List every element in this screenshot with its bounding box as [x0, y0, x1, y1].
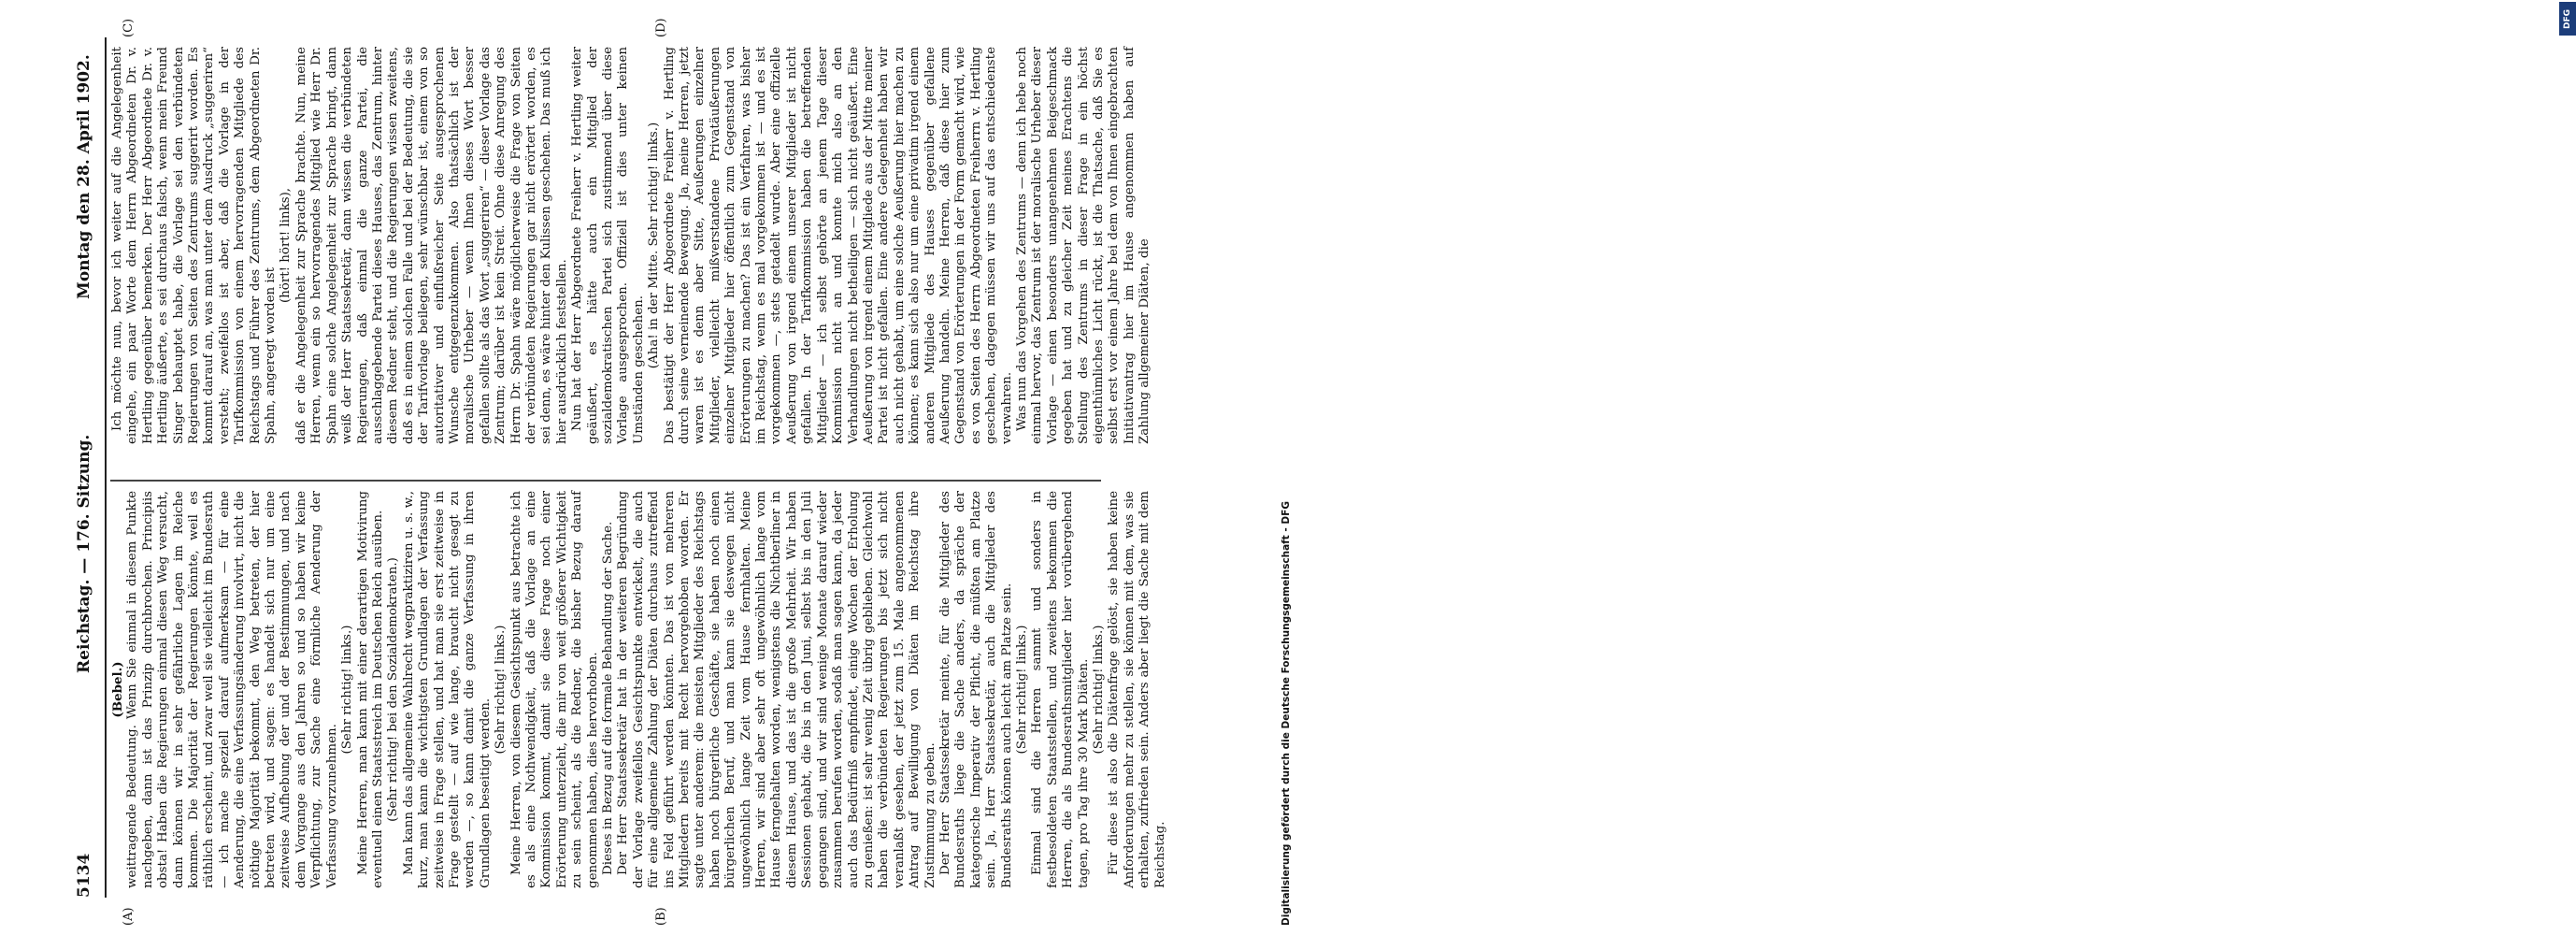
- right-column-paragraph: Das bestätigt der Herr Abgeordnete Freiherr v. Hertling durch seine verneinende Bewegung. Ja, meine Herren, jetzt waren ist es denn aber Sitte, Aeußerungen einzelner Mitglieder, vielleicht mißverstandene Privatäußerungen einzelner Mitglieder hier öffentlich zum Gegenstand von Erörterungen zu machen? Das ist ein Verfahren, was bisher im Reichstag, wenn es mal vorgekommen ist — und es ist vorgekommen —, stets getadelt wurde. Aber eine offizielle Aeußerung von irgend einem unserer Mitglieder ist nicht gefallen. In der Tarifkommission haben die betreffenden Mitglieder — ich selbst gehörte an jenem Tage dieser Kommission nicht an und konnte mich also an den Verhandlungen nicht betheiligen — sich nicht geäußert. Eine Aeußerung von irgend einem Mitgliede aus der Mitte meiner Partei ist nicht gefallen. Eine andere Gelegenheit haben wir auch nicht gehabt, um eine solche Aeußerung hier machen zu können; es kann sich also nur um eine privatim irgend einem anderen Mitgliede des Hauses gegenüber gefallene Aeußerung handeln. Meine Herren, daß diese hier zum Gegenstand von Erörterungen in der Form gemacht wird, wie es von Seiten des Herrn Abgeordneten Freiherrn v. Hertling geschehen, dagegen müssen wir uns auf das entschiedenste verwahren.: [662, 47, 1014, 444]
- left-column-paragraph: (Sehr richtig! links.): [494, 625, 508, 755]
- left-column-paragraph: Meine Herren, von diesem Gesichtspunkt aus betrachte ich es als eine Nothwendigkeit, daß die Vorlage an eine Kommission kommt, damit sie diese Frage noch einer Erörterung unterzieht, die mir von weit größerer Wichtigkeit zu sein scheint, als die Redner, die bisher Bezug darauf genommen haben, dies hervorhoben.: [508, 491, 600, 888]
- left-column: [110, 491, 1167, 888]
- right-column-paragraph: daß er die Angelegenheit zur Sprache brachte. Nun, meine Herren, wenn ein so hervorragendes Mitglied wie Herr Dr. Spahn eine solche Angelegenheit zur Sprache bringt, dann weiß der Herr Staatssekretär, dann wissen die verbündeten Regierungen, daß einmal die ganze Partei, die ausschlaggebende Partei dieses Hauses, das Zentrum, hinter diesem Redner steht, und die Regierungen wissen zweitens, daß es in einem solchen Falle und bei der Bedeutung, die sie der Tarifvorlage beilegen, sehr wünschbar ist, einem von so autoritativer und einflußreicher Seite ausgesprochenen Wunsche entgegenzukommen. Also thatsächlich ist der moralische Urheber — wenn Ihnen dieses Wort besser gefallen sollte als das Wort „suggeriren“ — dieser Vorlage das Zentrum; darüber ist kein Streit. Ohne diese Anregung des Herrn Dr. Spahn wäre möglicherweise die Frage von Seiten der verbündeten Regierungen gar nicht erörtert worden, es sei denn, es wäre hinter den Kulissen geschehen. Das muß ich hier ausdrücklich feststellen.: [293, 47, 569, 444]
- left-column-paragraph: Für diese ist also die Diätenfrage gelöst, sie haben keine Anforderungen mehr zu stellen, sie können mit dem, was sie erhalten, zufrieden sein. Anders aber liegt die Sache mit dem Reichstag.: [1107, 491, 1167, 888]
- right-column-paragraph: Was nun das Vorgehen des Zentrums — denn ich hebe noch einmal hervor, das Zentrum ist der moralische Urheber dieser Vorlage — einen besonders unangenehmen Beigeschmack gegeben hat und zu gleicher Zeit meines Erachtens die Stellung des Zentrums in dieser Frage in ein höchst eigenthümliches Licht rückt, ist die Thatsache, daß Sie es selbst erst vor einem Jahre bei dem von Ihnen eingebrachten Initiativantrag hier im Hause angenommen haben auf Zahlung allgemeiner Diäten, die: [1014, 47, 1152, 444]
- left-column-paragraph: Der Herr Staatssekretär meinte, für die Mitglieder des Bundesraths liege die Sache anders, da spräche der kategorische Imperativ der Pflicht, die müßten am Platze sein. Ja, Herr Staatssekretär, auch die Mitglieder des Bundesraths können auch leicht am Platze sein.: [937, 491, 1014, 888]
- column-divider: [110, 480, 1101, 482]
- session-date: Montag den 28. April 1902.: [75, 54, 93, 299]
- digitization-notice: Digitalisierung gefördert durch die Deutsche Forschungsgemeinschaft - DFG: [1281, 501, 1292, 926]
- right-column-paragraph: Ich möchte nun, bevor ich weiter auf die Angelegenheit eingehe, ein paar Worte dem Herrn Abgeordneten Dr. v. Hertling gegenüber bemerken. Der Herr Abgeordnete Dr. v. Hertling äußerte, es sei durchaus falsch, wenn mein Freund Singer behauptet habe, die Vorlage sei den verbündeten Regierungen von Seiten des Zentrums suggerirt worden. Es kommt darauf an, was man unter dem Ausdruck „suggeriren“ versteht; zweifellos ist aber, daß die Vorlage in der Tarifkommission von einem hervorragenden Mitgliede des Reichstags und Führer des Zentrums, dem Abgeordneten Dr. Spahn, angeregt worden ist: [110, 47, 279, 444]
- left-column-paragraph: (Sehr richtig! bei den Sozialdemokraten.): [386, 557, 401, 822]
- right-column-paragraph: (Aha! in der Mitte. Sehr richtig! links.): [647, 122, 662, 369]
- marker-a: (A): [122, 907, 136, 926]
- left-column-paragraph: Der Herr Staatssekretär hat in der weiteren Begründung der Vorlage zweifellos Gesichtspunkte entwickelt, die auch für eine allgemeine Zahlung der Diäten durchaus zutreffend ins Feld geführt werden könnten. Das ist von mehreren Mitgliedern bereits mit Recht hervorgehoben worden. Er sagte unter anderem: die meisten Mitglieder des Reichstags haben noch bürgerliche Geschäfte, sie haben noch einen bürgerlichen Beruf, und man kann sie deswegen nicht ungewöhnlich lange Zeit vom Hause fernhalten. Meine Herren, wir sind aber sehr oft ungewöhnlich lange vom Hause ferngehalten worden, wenigstens die Nichtberliner in diesem Hause, und das ist die große Mehrheit. Wir haben Sessionen gehabt, die bis in den Juni, selbst bis in den Juli gegangen sind, und wir sind wenige Monate darauf wieder zusammen berufen worden, sodaß man sagen kann, da jeder auch das Bedürfniß empfindet, einige Wochen der Erholung zu genießen: ist sehr wenig Zeit übrig geblieben. Gleichwohl haben die verbündeten Regierungen bis jetzt sich nicht veranlaßt gesehen, der jetzt zum 15. Male angenommenen Antrag auf Bewilligung von Diäten im Reichstag ihre Zustimmung zu geben.: [616, 491, 937, 888]
- rotated-text-page: [0, 0, 1215, 935]
- left-column-paragraph: Dieses in Bezug auf die formale Behandlung der Sache.: [601, 521, 615, 875]
- marker-c: (C): [122, 18, 136, 37]
- session-title: Reichstag. — 176. Sitzung.: [75, 434, 93, 673]
- header-rule: [105, 37, 107, 898]
- left-column-paragraph: (Sehr richtig! links.): [340, 625, 355, 755]
- left-column-paragraph: Man kann das allgemeine Wahlrecht wegpraktiziren u. s. w., kurz, man kann die wichtigsten Grundlagen der Verfassung zeitweise in Frage stellen, und hat man sie erst zeitweise in Frage gestellt — auf wie lange, braucht nicht gesagt zu werden —, so kann damit die ganze Verfassung in ihren Grundlagen beseitigt werden.: [401, 491, 493, 888]
- left-column-paragraph: (Sehr richtig! links.): [1092, 625, 1106, 755]
- right-column: [110, 47, 1152, 444]
- left-column-paragraph: (Sehr richtig! links.): [1014, 625, 1029, 755]
- dfg-logo: DFG: [2559, 2, 2576, 36]
- right-column-paragraph: (hört! hört! links),: [279, 187, 293, 304]
- marker-d: (D): [654, 18, 668, 37]
- left-column-paragraph: weittragende Bedeutung. Wenn Sie einmal in diesem Punkte nachgeben, dann ist das Prinzip durchbrochen. Principiis obsta! Haben die Regierungen einmal diesen Weg versucht, dann können wir in sehr gefährliche Lagen im Reiche kommen. Die Majorität der Regierungen könnte, weil es räthlich erscheint, und zwar weil sie vielleicht im Bundesrath — ich mache speziell darauf aufmerksam — für eine Aenderung, die eine Verfassungsänderung involvirt, nicht die nöthige Majorität bekommt, den Weg betreten, der hier betreten wird, und sagen: es handelt sich nur um eine zeitweise Aufhebung der und der Bestimmungen, und nach dem Vorgange aus den Jahren so und so haben wir keine Verpflichtung, zur Sache eine förmliche Aenderung der Verfassung vorzunehmen.: [125, 491, 339, 888]
- left-column-paragraph: Meine Herren, man kann mit einer derartigen Motivirung eventuell einen Staatsstreich im Deutschen Reich ausüben.: [355, 491, 385, 888]
- right-column-paragraph: Nun hat der Herr Abgeordnete Freiherr v. Hertling weiter geäußert, es hätte auch ein Mitglied der sozialdemokratischen Partei sich zustimmend über diese Vorlage ausgesprochen. Offiziell ist dies unter keinen Umständen geschehen.: [570, 47, 646, 444]
- marker-b: (B): [654, 907, 668, 926]
- page-header: [73, 37, 101, 898]
- left-column-paragraph: Einmal sind die Herren sammt und sonders in festbesoldeten Staatsstellen, und zweitens bekommen die Herren, die als Bundesrathsmitglieder hier vorübergehend tagen, pro Tag ihre 30 Mark Diäten.: [1030, 491, 1091, 888]
- speaker-label: (Bebel.): [110, 661, 125, 718]
- page-number: 5134: [75, 853, 93, 898]
